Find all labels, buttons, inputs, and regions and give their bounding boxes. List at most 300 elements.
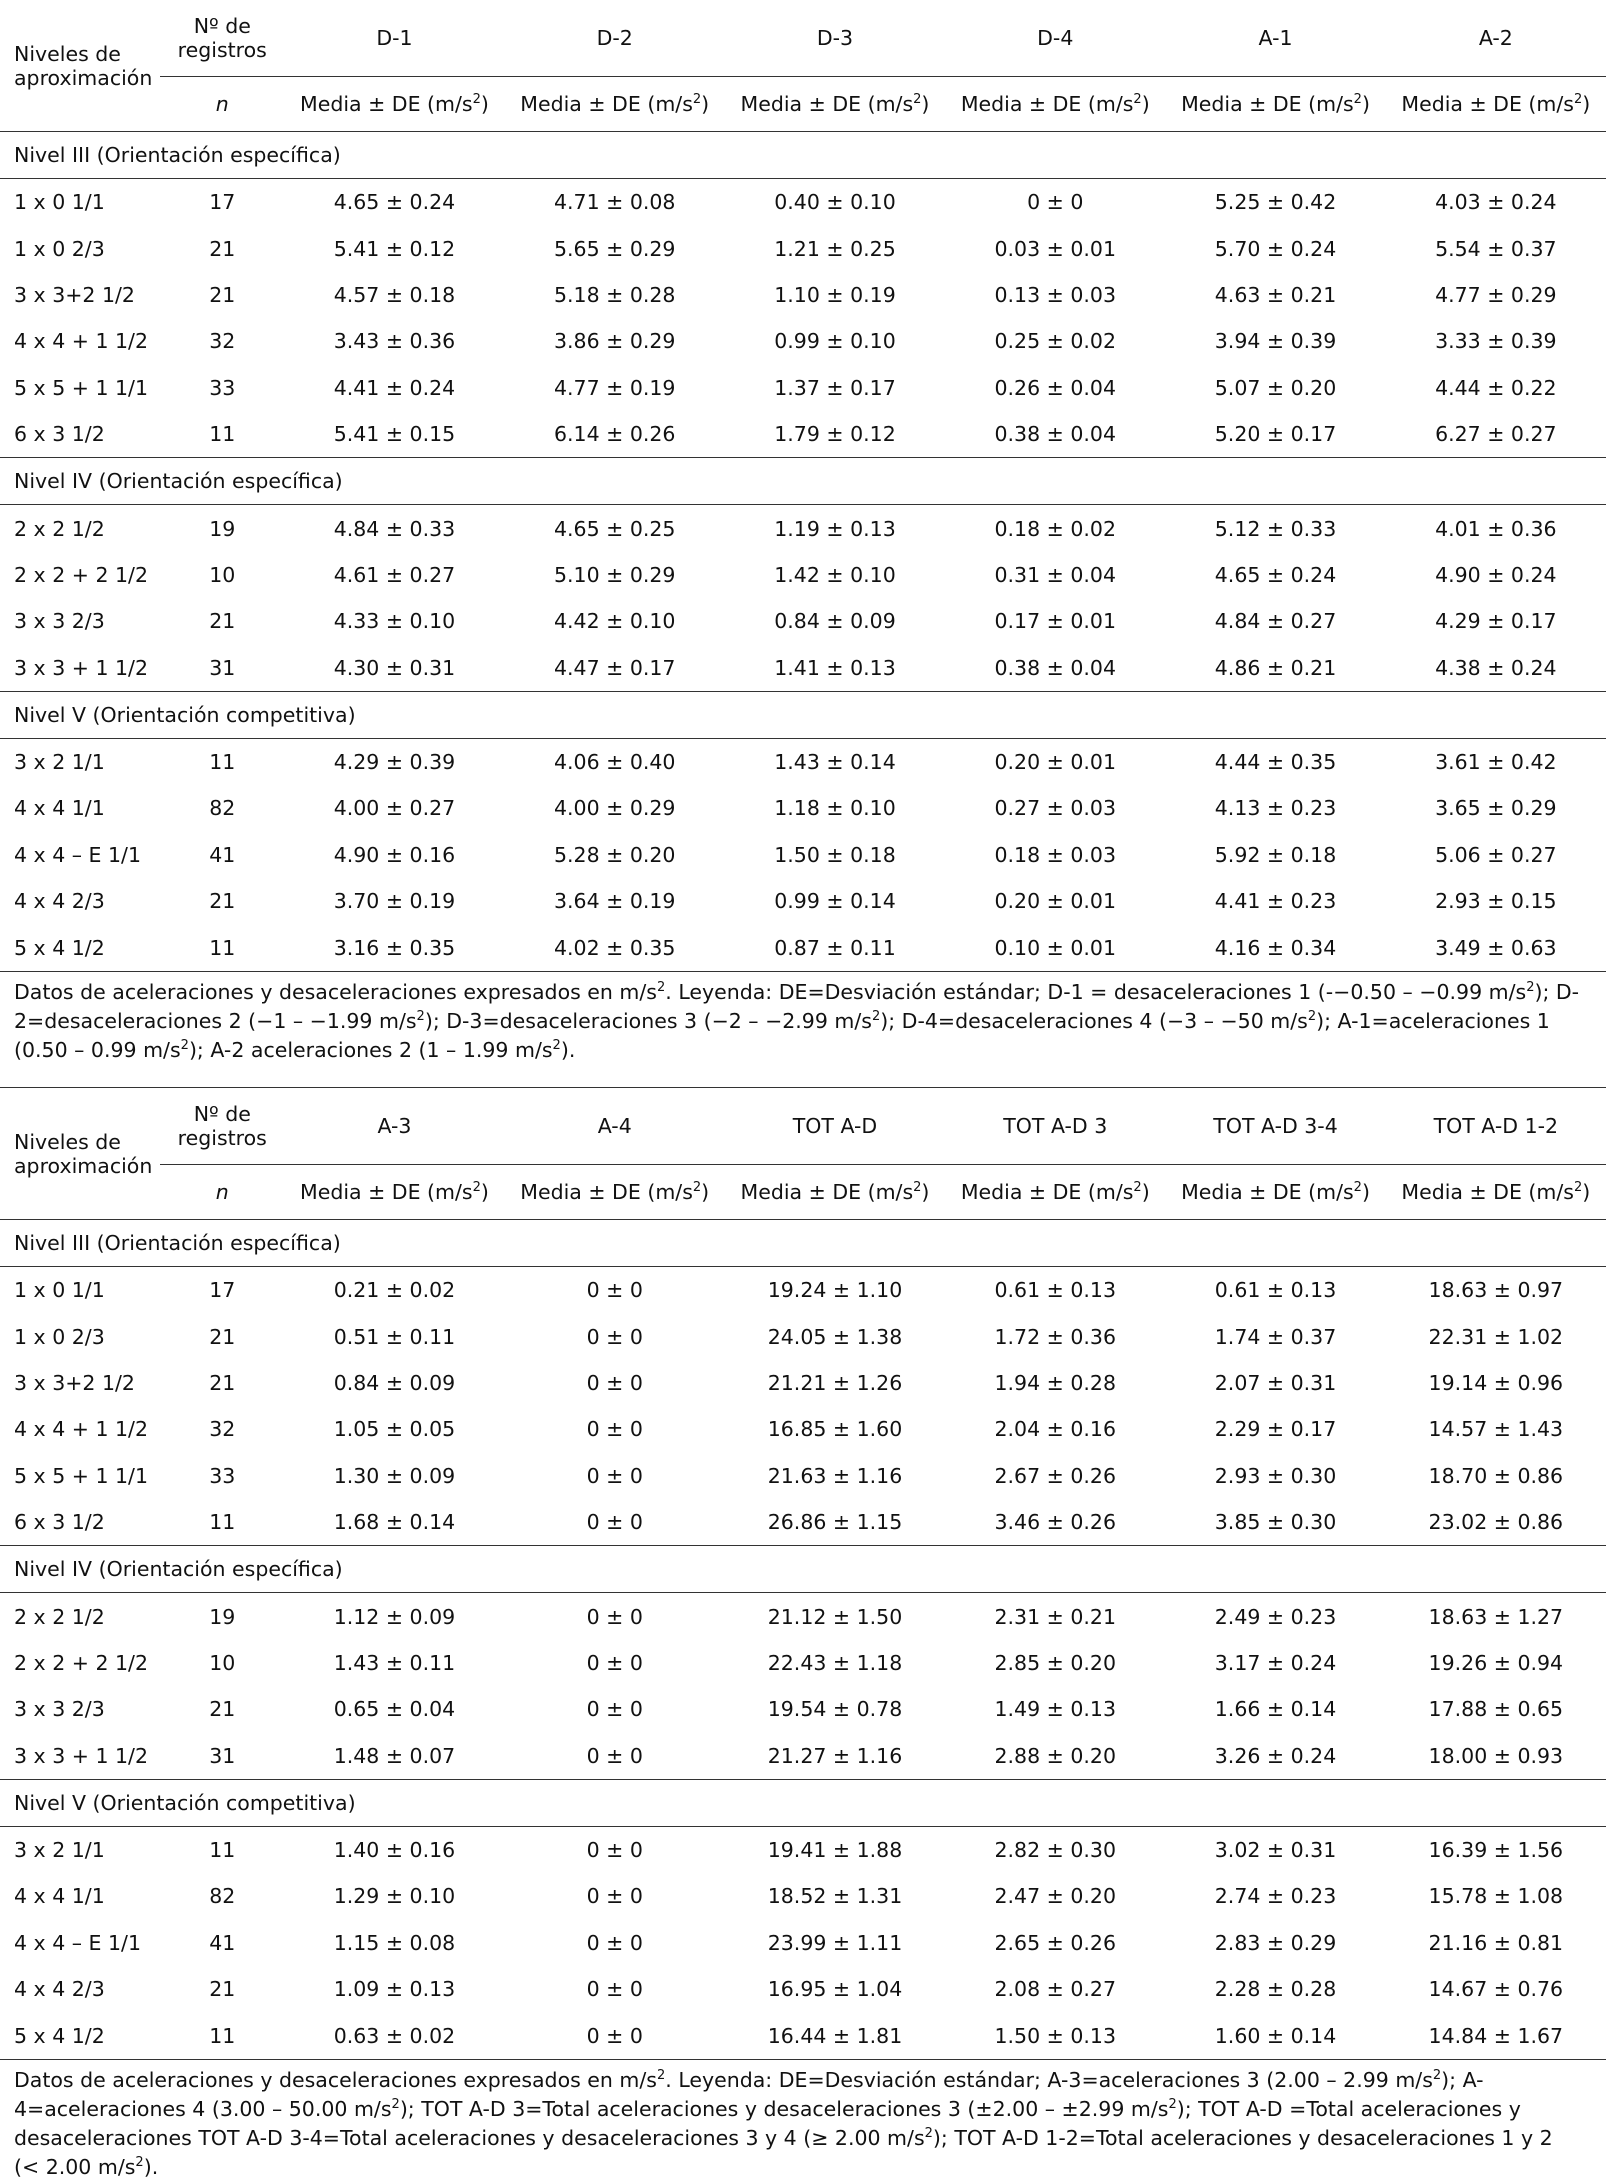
stat-header-5: [1386, 1165, 1606, 1220]
cell-value: 22.31 ± 1.02: [1428, 1324, 1564, 1349]
row-n: 82: [209, 796, 236, 821]
row-name: 5 x 5 + 1 1/1: [14, 1463, 149, 1488]
stat-header-1: [505, 77, 725, 132]
table-row: [0, 1873, 1606, 1919]
table-row: [0, 1360, 1606, 1406]
row-n: 31: [209, 1743, 236, 1768]
row-n: 21: [209, 1324, 236, 1349]
footnote-text: (0.50 – 0.99 m/s: [14, 1037, 181, 1062]
cell-value: 0 ± 0: [1027, 190, 1084, 215]
row-n: 10: [209, 1650, 236, 1675]
footnote-text: ); A-2 aceleraciones 2 (1 – 1.99 m/s: [188, 1037, 553, 1062]
records-header: Nº de registros: [177, 1102, 267, 1150]
cell-value: 5.07 ± 0.20: [1214, 375, 1337, 400]
cell-value: 4.02 ± 0.35: [505, 924, 725, 971]
cell-value: 4.44 ± 0.22: [1435, 375, 1557, 400]
row-n: 21: [209, 1370, 236, 1395]
footnote-text: ); D-3=desaceleraciones 3 (−2 – −2.99 m/s: [424, 1008, 872, 1033]
cell-value: 0 ± 0: [586, 1510, 643, 1535]
cell-value: 5.28 ± 0.20: [553, 842, 676, 867]
section-row: [0, 1220, 1606, 1267]
cell-value: 2.93 ± 0.30: [1214, 1463, 1337, 1488]
cell-value: 2.08 ± 0.27: [994, 1977, 1116, 2002]
footnote-text: (< 2.00 m/s: [14, 2154, 136, 2179]
cell-value: 15.78 ± 1.08: [1428, 1884, 1564, 1909]
cell-value: 0.61 ± 0.13: [1214, 1278, 1337, 1303]
stat-label: Media ± DE (m/s: [300, 92, 473, 116]
cell-value: 4.33 ± 0.10: [333, 609, 456, 634]
row-name: 5 x 4 1/2: [0, 924, 160, 971]
cell-value: 0.27 ± 0.03: [994, 796, 1116, 821]
cell-value: 3.33 ± 0.39: [1435, 329, 1557, 354]
footnote-sup: 2: [391, 2097, 400, 2113]
cell-value: 1.42 ± 0.10: [774, 562, 896, 587]
cell-value: 0 ± 0: [586, 1604, 643, 1629]
footnote-text: . Leyenda: DE=Desviación estándar; A-3=aceleraciones 3 (2.00 – 2.99 m/s: [665, 2067, 1433, 2092]
cell-value: 0.20 ± 0.01: [994, 889, 1116, 914]
cell-value: 2.04 ± 0.16: [994, 1417, 1116, 1442]
cell-value: 0.61 ± 0.13: [994, 1278, 1116, 1303]
cell-value: 2.49 ± 0.23: [1214, 1604, 1337, 1629]
cell-value: 0 ± 0: [586, 1884, 643, 1909]
cell-value: 0.25 ± 0.02: [994, 329, 1116, 354]
footnote-line: [14, 1007, 1594, 1036]
stat-label: Media ± DE (m/s: [520, 1180, 693, 1204]
row-name: 4 x 4 2/3: [14, 889, 105, 914]
column-header: A-2: [1478, 26, 1513, 50]
section-title: Nivel V (Orientación competitiva): [0, 1779, 1606, 1826]
row-n: 32: [209, 329, 236, 354]
cell-value: 0.65 ± 0.04: [333, 1697, 456, 1722]
cell-value: 0.20 ± 0.01: [994, 750, 1116, 775]
cell-value: 5.06 ± 0.27: [1435, 842, 1557, 867]
cell-value: 23.99 ± 1.11: [767, 1930, 903, 1955]
footnote-text: ).: [143, 2154, 159, 2179]
stat-sup: 2: [1573, 92, 1583, 108]
stat-close: ): [701, 1180, 710, 1204]
row-name: 3 x 3+2 1/2: [14, 282, 135, 307]
cell-value: 0.13 ± 0.03: [994, 282, 1116, 307]
cell-value: 2.74 ± 0.23: [1214, 1884, 1337, 1909]
cell-value: 0 ± 0: [586, 1278, 643, 1303]
section-row: [0, 1779, 1606, 1826]
stat-header-3: [945, 77, 1165, 132]
cell-value: 19.24 ± 1.10: [767, 1278, 903, 1303]
row-name: 6 x 3 1/2: [14, 422, 105, 447]
cell-value: 4.16 ± 0.34: [1165, 924, 1385, 971]
cell-value: 1.79 ± 0.12: [774, 422, 896, 447]
table-row: [0, 179, 1606, 226]
row-n: 11: [209, 1838, 236, 1863]
cell-value: 0.84 ± 0.09: [774, 609, 896, 634]
cell-value: 18.70 ± 0.86: [1428, 1463, 1564, 1488]
cell-value: 21.63 ± 1.16: [767, 1463, 903, 1488]
cell-value: 24.05 ± 1.38: [767, 1324, 903, 1349]
table-footnote: [0, 2060, 1608, 2182]
cell-value: 4.38 ± 0.24: [1435, 655, 1557, 680]
cell-value: 4.57 ± 0.18: [333, 282, 456, 307]
cell-value: 18.63 ± 1.27: [1428, 1604, 1564, 1629]
footnote-text: ); A-: [1441, 2067, 1484, 2092]
cell-value: 18.52 ± 1.31: [767, 1884, 903, 1909]
cell-value: 4.00 ± 0.27: [333, 796, 456, 821]
stat-header-0: [284, 1165, 504, 1220]
cell-value: 4.61 ± 0.27: [333, 562, 456, 587]
cell-value: 2.83 ± 0.29: [1214, 1930, 1337, 1955]
cell-value: 2.28 ± 0.28: [1214, 1977, 1337, 2002]
cell-value: 18.63 ± 0.97: [1428, 1278, 1564, 1303]
stat-close: ): [1582, 1180, 1591, 1204]
cell-value: 1.66 ± 0.14: [1214, 1697, 1337, 1722]
cell-value: 0.99 ± 0.10: [774, 329, 896, 354]
cell-value: 1.49 ± 0.13: [994, 1697, 1116, 1722]
cell-value: 5.20 ± 0.17: [1214, 422, 1337, 447]
cell-value: 1.41 ± 0.13: [774, 655, 896, 680]
cell-value: 0.84 ± 0.09: [333, 1370, 456, 1395]
row-name: 4 x 4 1/1: [14, 796, 105, 821]
cell-value: 1.29 ± 0.10: [333, 1884, 456, 1909]
cell-value: 4.41 ± 0.23: [1214, 889, 1337, 914]
table-row: [0, 552, 1606, 598]
cell-value: 1.18 ± 0.10: [774, 796, 896, 821]
cell-value: 4.90 ± 0.16: [333, 842, 456, 867]
footnote-sup: 2: [552, 1038, 561, 1054]
row-n: 31: [209, 655, 236, 680]
stat-header-0: [284, 77, 504, 132]
cell-value: 5.18 ± 0.28: [553, 282, 676, 307]
cell-value: 3.94 ± 0.39: [1214, 329, 1337, 354]
section-title: Nivel IV (Orientación específica): [0, 458, 1606, 505]
section-title: Nivel IV (Orientación específica): [0, 1546, 1606, 1593]
cell-value: 17.88 ± 0.65: [1428, 1697, 1564, 1722]
row-n: 17: [209, 1278, 236, 1303]
cell-value: 0.10 ± 0.01: [945, 924, 1165, 971]
cell-value: 23.02 ± 0.86: [1428, 1510, 1564, 1535]
row-n: 41: [209, 842, 236, 867]
row-name: 4 x 4 – E 1/1: [14, 1930, 141, 1955]
cell-value: 14.67 ± 0.76: [1428, 1977, 1564, 2002]
footnote-sup: 2: [1432, 2068, 1442, 2084]
cell-value: 16.85 ± 1.60: [767, 1417, 903, 1442]
cell-value: 4.01 ± 0.36: [1435, 516, 1557, 541]
cell-value: 0 ± 0: [586, 1650, 643, 1675]
cell-value: 5.41 ± 0.15: [333, 422, 456, 447]
row-n: 11: [209, 750, 236, 775]
column-header: A-1: [1258, 26, 1293, 50]
cell-value: 4.65 ± 0.24: [1214, 562, 1337, 587]
row-n: 21: [209, 236, 236, 261]
cell-value: 3.46 ± 0.26: [994, 1510, 1116, 1535]
footnote-text: ); D-: [1534, 979, 1580, 1004]
cell-value: 1.12 ± 0.09: [333, 1604, 456, 1629]
cell-value: 4.63 ± 0.21: [1214, 282, 1337, 307]
row-n: 82: [209, 1884, 236, 1909]
table-row: [0, 832, 1606, 878]
cell-value: 5.70 ± 0.24: [1214, 236, 1337, 261]
cell-value: 0.63 ± 0.02: [284, 2012, 504, 2059]
cell-value: 3.85 ± 0.30: [1214, 1510, 1337, 1535]
stat-close: ): [1141, 1180, 1150, 1204]
row-name: 3 x 3 2/3: [14, 1697, 105, 1722]
stat-sup: 2: [472, 1180, 481, 1196]
cell-value: 3.49 ± 0.63: [1386, 924, 1606, 971]
column-header: TOT A-D 3: [1003, 1114, 1108, 1138]
cell-value: 2.85 ± 0.20: [994, 1650, 1116, 1675]
row-name: 2 x 2 1/2: [14, 1604, 105, 1629]
cell-value: 1.10 ± 0.19: [774, 282, 896, 307]
cell-value: 4.13 ± 0.23: [1214, 796, 1337, 821]
stat-close: ): [480, 92, 489, 116]
cell-value: 4.90 ± 0.24: [1435, 562, 1557, 587]
table-row: [0, 1267, 1606, 1314]
cell-value: 0.17 ± 0.01: [994, 609, 1116, 634]
row-name: 1 x 0 1/1: [14, 1278, 105, 1303]
cell-value: 16.95 ± 1.04: [767, 1977, 903, 2002]
cell-value: 2.65 ± 0.26: [994, 1930, 1116, 1955]
row-n: 19: [209, 1604, 236, 1629]
footnote-line: [14, 1036, 1594, 1065]
cell-value: 0.31 ± 0.04: [994, 562, 1116, 587]
column-header: D-4: [1037, 26, 1074, 50]
cell-value: 0.99 ± 0.14: [774, 889, 896, 914]
table-row: [0, 1686, 1606, 1732]
stat-sup: 2: [1353, 1180, 1362, 1196]
table-row: [0, 1966, 1606, 2012]
table-row: [0, 1313, 1606, 1359]
table-row: [0, 411, 1606, 458]
stat-header-2: [725, 1165, 945, 1220]
stat-header-5: [1386, 77, 1606, 132]
footnote-text: 2=desaceleraciones 2 (−1 – −1.99 m/s: [14, 1008, 417, 1033]
cell-value: 3.43 ± 0.36: [333, 329, 456, 354]
cell-value: 26.86 ± 1.15: [767, 1510, 903, 1535]
cell-value: 3.26 ± 0.24: [1214, 1743, 1337, 1768]
table-row: [0, 924, 1606, 971]
cell-value: 5.10 ± 0.29: [553, 562, 676, 587]
cell-value: 1.94 ± 0.28: [994, 1370, 1116, 1395]
stat-sup: 2: [1353, 92, 1362, 108]
column-header: A-3: [377, 1114, 412, 1138]
row-name: 1 x 0 2/3: [14, 1324, 105, 1349]
cell-value: 0 ± 0: [586, 1463, 643, 1488]
cell-value: 1.72 ± 0.36: [994, 1324, 1116, 1349]
cell-value: 0.51 ± 0.11: [333, 1324, 456, 1349]
cell-value: 19.41 ± 1.88: [767, 1838, 903, 1863]
row-n: 11: [209, 422, 236, 447]
footnote-sup: 2: [657, 2068, 666, 2084]
section-row: [0, 1546, 1606, 1593]
cell-value: 21.27 ± 1.16: [767, 1743, 903, 1768]
column-header: D-2: [596, 26, 633, 50]
cell-value: 2.88 ± 0.20: [994, 1743, 1116, 1768]
column-header: A-4: [597, 1114, 632, 1138]
stat-close: ): [480, 1180, 489, 1204]
stat-sup: 2: [472, 92, 481, 108]
cell-value: 5.25 ± 0.42: [1214, 190, 1337, 215]
footnote-sup: 2: [180, 1038, 189, 1054]
table-row: [0, 645, 1606, 692]
row-name: 1 x 0 1/1: [14, 190, 105, 215]
cell-value: 19.14 ± 0.96: [1428, 1370, 1564, 1395]
subheader-row: [0, 1165, 1606, 1220]
table2-grid: [0, 1088, 1606, 2060]
row-n: 17: [209, 190, 236, 215]
table-row: [0, 505, 1606, 552]
row-n: 32: [209, 1417, 236, 1442]
header-row: [0, 0, 1606, 77]
stat-sup: 2: [913, 92, 922, 108]
cell-value: 0.18 ± 0.02: [994, 516, 1116, 541]
cell-value: 2.07 ± 0.31: [1214, 1370, 1337, 1395]
stat-sup: 2: [692, 92, 702, 108]
stat-sup: 2: [1133, 1180, 1142, 1196]
stat-header-1: [505, 1165, 725, 1220]
stat-header-4: [1165, 1165, 1385, 1220]
header-row: [0, 1088, 1606, 1165]
stat-label: Media ± DE (m/s: [1181, 1180, 1354, 1204]
stat-sup: 2: [1133, 92, 1142, 108]
cell-value: 0.03 ± 0.01: [994, 236, 1116, 261]
cell-value: 1.19 ± 0.13: [774, 516, 896, 541]
table1-grid: [0, 0, 1606, 972]
footnote-sup: 2: [657, 980, 666, 996]
cell-value: 3.86 ± 0.29: [553, 329, 676, 354]
cell-value: 5.65 ± 0.29: [553, 236, 676, 261]
stat-close: ): [1582, 92, 1591, 116]
table-row: [0, 1406, 1606, 1452]
row-n: 41: [209, 1930, 236, 1955]
cell-value: 22.43 ± 1.18: [767, 1650, 903, 1675]
cell-value: 4.71 ± 0.08: [553, 190, 676, 215]
row-name: 3 x 3 2/3: [14, 609, 105, 634]
stat-label: Media ± DE (m/s: [1401, 1180, 1574, 1204]
footnote-text: ); TOT A-D =Total aceleraciones y: [1176, 2096, 1521, 2121]
table-row: [0, 1920, 1606, 1966]
cell-value: 4.29 ± 0.17: [1435, 609, 1557, 634]
row-n: 33: [209, 375, 236, 400]
footnote-text: ); D-4=desaceleraciones 4 (−3 – −50 m/s: [880, 1008, 1308, 1033]
row-name: 3 x 3+2 1/2: [14, 1370, 135, 1395]
cell-value: 1.09 ± 0.13: [333, 1977, 456, 2002]
cell-value: 4.65 ± 0.25: [553, 516, 676, 541]
cell-value: 5.92 ± 0.18: [1214, 842, 1337, 867]
footnote-sup: 2: [1526, 980, 1535, 996]
stat-close: ): [1361, 1180, 1370, 1204]
table-row: [0, 1640, 1606, 1686]
stat-close: ): [921, 1180, 930, 1204]
row-name: 4 x 4 + 1 1/2: [14, 329, 149, 354]
footnote-text: Datos de aceleraciones y desaceleraciones expresados en m/s: [14, 979, 657, 1004]
footnote-text: ); TOT A-D 1-2=Total aceleraciones y desaceleraciones 1 y 2: [932, 2125, 1553, 2150]
level-header: Niveles de aproximación: [0, 0, 160, 132]
stat-close: ): [921, 92, 930, 116]
n-label: [160, 1165, 284, 1220]
cell-value: 1.60 ± 0.14: [1165, 2012, 1385, 2059]
cell-value: 4.29 ± 0.39: [333, 750, 456, 775]
row-n: 21: [209, 609, 236, 634]
cell-value: 4.47 ± 0.17: [553, 655, 676, 680]
footnote-line: [14, 2124, 1594, 2153]
table-row: [0, 1453, 1606, 1499]
cell-value: 3.64 ± 0.19: [553, 889, 676, 914]
records-header: Nº de registros: [177, 14, 267, 62]
cell-value: 0.40 ± 0.10: [774, 190, 896, 215]
stat-close: ): [1141, 92, 1150, 116]
table-1-wrapper: [0, 0, 1614, 1088]
section-title: Nivel III (Orientación específica): [0, 132, 1606, 179]
stat-header-4: [1165, 77, 1385, 132]
row-n: 11: [160, 2012, 284, 2059]
cell-value: 16.39 ± 1.56: [1428, 1838, 1564, 1863]
cell-value: 0.26 ± 0.04: [994, 375, 1116, 400]
row-name: 6 x 3 1/2: [14, 1510, 105, 1535]
cell-value: 4.30 ± 0.31: [333, 655, 456, 680]
column-header: TOT A-D 3-4: [1213, 1114, 1338, 1138]
section-title: Nivel III (Orientación específica): [0, 1220, 1606, 1267]
stat-header-3: [945, 1165, 1165, 1220]
cell-value: 3.70 ± 0.19: [333, 889, 456, 914]
cell-value: 21.21 ± 1.26: [767, 1370, 903, 1395]
table-row: [0, 785, 1606, 831]
footnote-text: ).: [560, 1037, 576, 1062]
cell-value: 1.05 ± 0.05: [333, 1417, 456, 1442]
table-row: [0, 272, 1606, 318]
table-row: [0, 878, 1606, 924]
table-row: [0, 738, 1606, 785]
cell-value: 18.00 ± 0.93: [1428, 1743, 1564, 1768]
footnote-sup: 2: [924, 2126, 933, 2142]
cell-value: 0 ± 0: [586, 1743, 643, 1768]
cell-value: 1.74 ± 0.37: [1214, 1324, 1337, 1349]
footnote-text: ); A-1=aceleraciones 1: [1316, 1008, 1550, 1033]
cell-value: 4.42 ± 0.10: [553, 609, 676, 634]
cell-value: 21.16 ± 0.81: [1428, 1930, 1564, 1955]
row-name: 1 x 0 2/3: [14, 236, 105, 261]
footnote-text: desaceleraciones TOT A-D 3-4=Total aceleraciones y desaceleraciones 3 y 4 (≥ 2.00 m/s: [14, 2125, 925, 2150]
row-name: 4 x 4 2/3: [14, 1977, 105, 2002]
row-n: 33: [209, 1463, 236, 1488]
subheader-row: [0, 77, 1606, 132]
cell-value: 1.40 ± 0.16: [333, 1838, 456, 1863]
n-label: [160, 77, 284, 132]
stat-label: Media ± DE (m/s: [1401, 92, 1574, 116]
cell-value: 1.50 ± 0.13: [945, 2012, 1165, 2059]
cell-value: 14.57 ± 1.43: [1428, 1417, 1564, 1442]
row-name: 5 x 4 1/2: [0, 2012, 160, 2059]
footnote-text: Datos de aceleraciones y desaceleraciones expresados en m/s: [14, 2067, 657, 2092]
cell-value: 4.03 ± 0.24: [1435, 190, 1557, 215]
cell-value: 1.15 ± 0.08: [333, 1930, 456, 1955]
cell-value: 4.84 ± 0.33: [333, 516, 456, 541]
stat-label: Media ± DE (m/s: [960, 92, 1134, 116]
cell-value: 2.29 ± 0.17: [1214, 1417, 1337, 1442]
cell-value: 1.50 ± 0.18: [774, 842, 896, 867]
cell-value: 5.41 ± 0.12: [333, 236, 456, 261]
row-n: 19: [209, 516, 236, 541]
n-italic: n: [215, 1180, 229, 1204]
row-name: 2 x 2 1/2: [14, 516, 105, 541]
stat-header-2: [725, 77, 945, 132]
table-row: [0, 225, 1606, 271]
stat-sup: 2: [692, 1180, 702, 1196]
column-header: D-3: [816, 26, 854, 50]
footnote-line: [14, 2066, 1594, 2095]
row-name: 2 x 2 + 2 1/2: [14, 562, 149, 587]
cell-value: 0 ± 0: [586, 1697, 643, 1722]
row-name: 2 x 2 + 2 1/2: [14, 1650, 149, 1675]
row-name: 4 x 4 1/1: [14, 1884, 105, 1909]
footnote-sup: 2: [135, 2155, 144, 2171]
